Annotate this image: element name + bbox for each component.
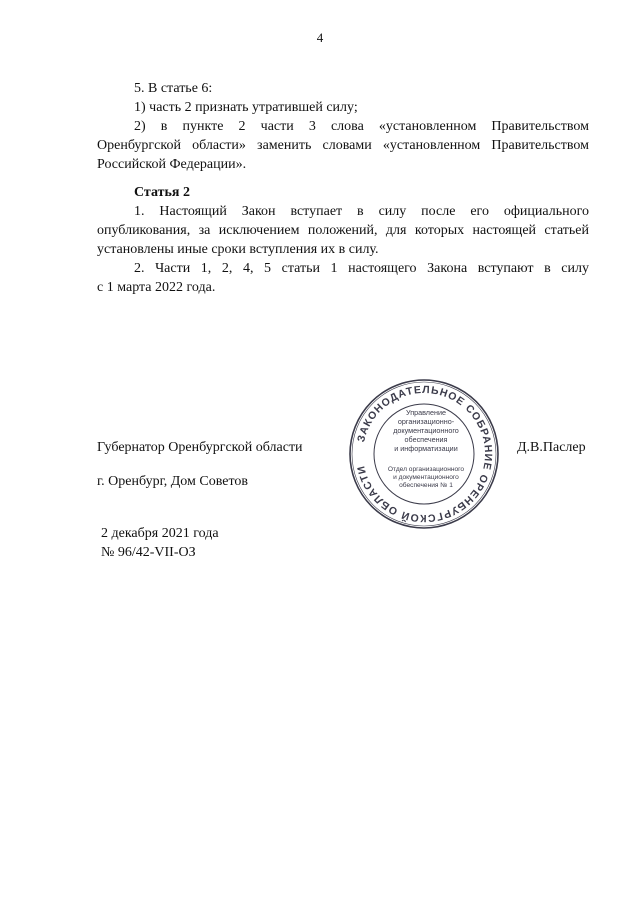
- seal-ring-text: ЗАКОНОДАТЕЛЬНОЕ СОБРАНИЕ ОРЕНБУРГСКОЙ ОБЛАСТИ: [355, 383, 495, 525]
- item-5-title: 5. В статье 6:: [134, 81, 213, 96]
- signing-place: г. Оренбург, Дом Советов: [97, 474, 248, 489]
- article-2-p1-line-1: 1. Настоящий Закон вступает в силу после его официального: [134, 204, 589, 219]
- page-number: 4: [316, 30, 324, 45]
- article-2-p1-line-2: опубликования, за исключением положений, для которых настоящей статьей: [97, 223, 589, 238]
- article-2-p2-line-1: 2. Части 1, 2, 4, 5 статьи 1 настоящего Закона вступают в силу: [134, 261, 589, 276]
- article-2-p1-line-3: установлены иные сроки вступления их в силу.: [97, 242, 379, 257]
- signatory-name: Д.В.Паслер: [517, 440, 586, 455]
- article-1-tail: [97, 79, 589, 174]
- seal-line-4: обеспечения: [404, 435, 448, 444]
- seal-line-2: организационно-: [397, 417, 455, 426]
- official-seal: [348, 378, 500, 530]
- signing-date: 2 декабря 2021 года: [101, 526, 219, 541]
- sub-item-1: 1) часть 2 признать утратившей силу;: [134, 100, 358, 115]
- article-2-p2-line-2: с 1 марта 2022 года.: [97, 280, 216, 295]
- seal-line-8: обеспечения № 1: [399, 482, 453, 489]
- seal-line-1: Управление: [406, 408, 446, 417]
- signatory-position: Губернатор Оренбургской области: [97, 440, 303, 455]
- seal-line-7: и документационного: [393, 474, 459, 481]
- seal-line-5: и информатизации: [394, 444, 458, 453]
- law-number: № 96/42-VII-ОЗ: [101, 545, 196, 560]
- seal-line-3: документационного: [393, 426, 459, 435]
- article-2-heading: Статья 2: [134, 185, 190, 200]
- sub-item-2-line-3: Российской Федерации».: [97, 157, 247, 172]
- seal-line-6: Отдел организационного: [387, 466, 465, 473]
- sub-item-2-line-1: 2) в пункте 2 части 3 слова «установленном Правительством: [134, 119, 589, 134]
- article-2: [97, 183, 589, 297]
- sub-item-2-line-2: Оренбургской области» заменить словами «установленном Правительством: [97, 138, 589, 153]
